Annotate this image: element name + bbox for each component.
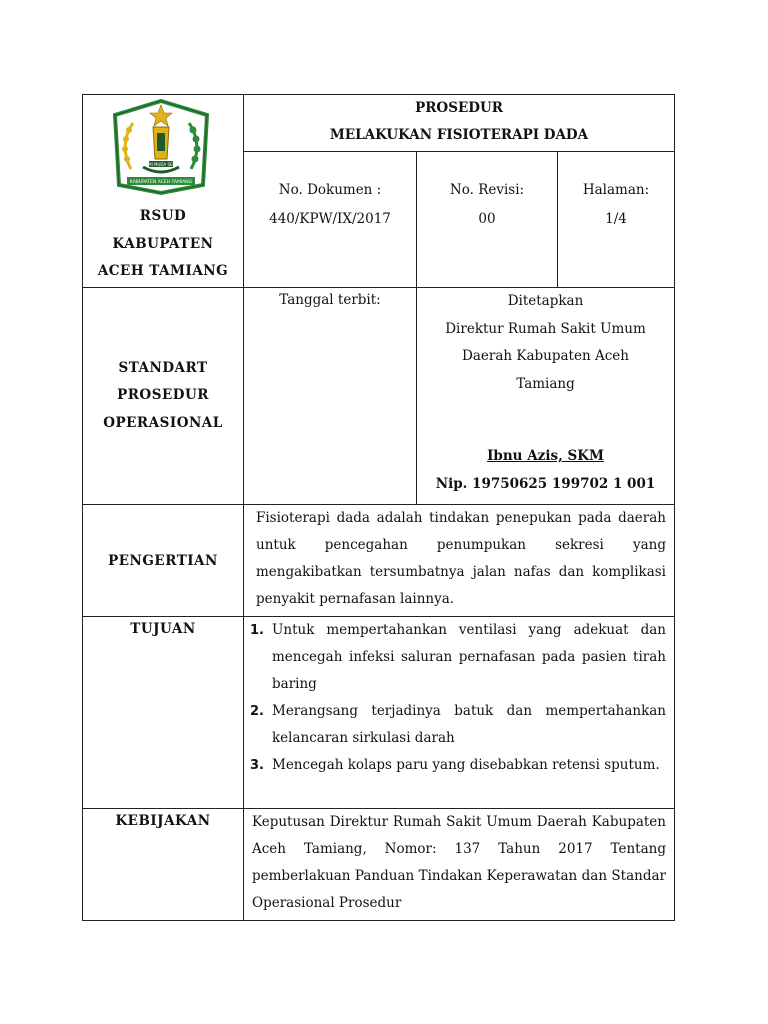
svg-text:BUMI MUDA SEDIA: BUMI MUDA SEDIA: [142, 162, 180, 167]
page-label: Halaman:: [582, 182, 650, 199]
tujuan-label: TUJUAN: [130, 621, 196, 637]
director-line: Daerah Kabupaten Aceh: [462, 348, 629, 364]
sop-label-cell: [83, 288, 244, 505]
list-item: [250, 752, 666, 779]
revision-value: 00: [478, 211, 496, 228]
issue-date-cell: [244, 288, 417, 505]
list-item: [250, 617, 666, 698]
list-item-number: 3.: [250, 758, 264, 773]
doc-number-label: No. Dokumen :: [278, 182, 382, 199]
tujuan-list-cell: [244, 617, 675, 809]
pengertian-label-cell: [83, 505, 244, 617]
director-line: Direktur Rumah Sakit Umum: [445, 320, 646, 337]
revision-label: No. Revisi:: [449, 182, 525, 199]
list-item-number: 1.: [250, 623, 264, 638]
tujuan-label-cell: [83, 617, 244, 809]
regency-logo: [109, 97, 213, 197]
tujuan-list: [244, 617, 674, 779]
sop-label-line: PROSEDUR: [117, 387, 209, 404]
kebijakan-text: Keputusan Direktur Rumah Sakit Umum Daerah Kabupaten Aceh Tamiang, Nomor: 137 Tahun 2017 Tentang pemberlakuan Panduan Tindakan Keperawatan dan Standar Operasional Prosedur: [252, 814, 666, 911]
institution-line: RSUD: [139, 208, 187, 224]
institution-line: ACEH TAMIANG: [97, 263, 229, 279]
procedure-heading: PROSEDUR: [415, 100, 503, 116]
sop-table: [82, 94, 675, 921]
signer-nip: Nip. 19750625 199702 1 001: [435, 476, 656, 492]
pengertian-label: PENGERTIAN: [108, 552, 218, 569]
doc-number-value: 440/KPW/IX/2017: [269, 211, 391, 228]
list-item-text: Untuk mempertahankan ventilasi yang adekuat dan mencegah infeksi saluran pernafasan pada pasien tirah baring: [272, 622, 666, 692]
kebijakan-text-cell: [244, 809, 675, 921]
page-cell: [558, 152, 675, 288]
procedure-title: MELAKUKAN FISIOTERAPI DADA: [329, 127, 589, 143]
list-item-text: Merangsang terjadinya batuk dan mempertahankan kelancaran sirkulasi darah: [272, 703, 666, 746]
title-cell: [244, 95, 675, 152]
svg-text:KABUPATEN ACEH TAMIANG: KABUPATEN ACEH TAMIANG: [129, 180, 193, 185]
header-institution-cell: [83, 95, 244, 288]
director-line: Tamiang: [516, 375, 575, 392]
institution-line: KABUPATEN: [112, 235, 214, 252]
pengertian-text-cell: [244, 505, 675, 617]
page-value: 1/4: [605, 211, 627, 228]
list-item-text: Mencegah kolaps paru yang disebabkan retensi sputum.: [272, 757, 660, 773]
sop-label-line: OPERASIONAL: [103, 414, 223, 431]
revision-cell: [417, 152, 558, 288]
signer-name: Ibnu Azis, SKM: [487, 448, 604, 464]
list-item: [250, 698, 666, 752]
pengertian-text: Fisioterapi dada adalah tindakan penepukan pada daerah untuk pencegahan penumpukan sekresi yang mengakibatkan tersumbatnya jalan nafas dan komplikasi penyakit pernafasan lainnya.: [256, 510, 666, 607]
issue-date-label: Tanggal terbit:: [279, 292, 381, 308]
signature-cell: [417, 288, 675, 505]
ditetapkan-label: Ditetapkan: [507, 293, 584, 309]
sop-label-line: STANDART: [118, 359, 208, 376]
doc-number-cell: [244, 152, 417, 288]
list-item-number: 2.: [250, 704, 264, 719]
kebijakan-label: KEBIJAKAN: [115, 813, 211, 829]
kebijakan-label-cell: [83, 809, 244, 921]
